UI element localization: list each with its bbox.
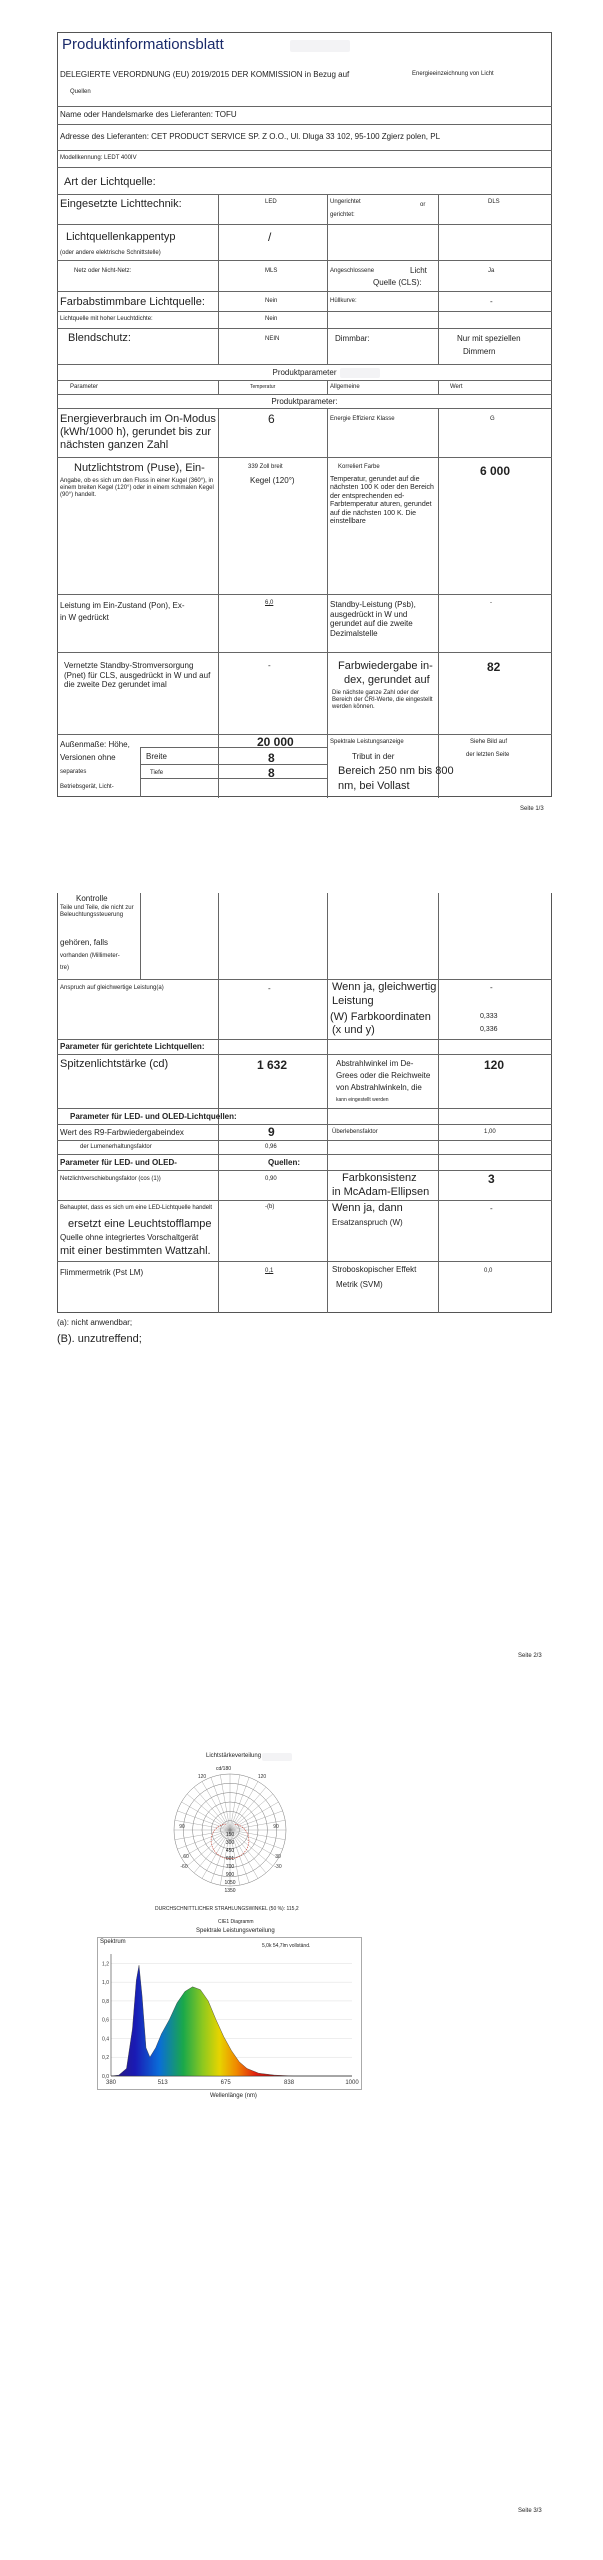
spectrum-y-tick: 0,8 — [102, 1998, 109, 2005]
note-b: (B). unzutreffend; — [57, 1333, 142, 1345]
cap-sub: (oder andere elektrische Schnittstelle) — [60, 250, 161, 256]
spectrum-caption-top: CIE1 Diagramm — [218, 1919, 254, 1925]
model-id: Modellkennung: LEDT 400IV — [60, 155, 137, 161]
regulation-sub: Quellen — [70, 89, 91, 95]
polar-angle-label: 60 — [183, 1854, 189, 1860]
replace-label-3: Quelle ohne integriertes Vorschaltgerät — [60, 1233, 199, 1242]
depth-label: Tiefe — [150, 770, 164, 776]
pf-label: Netzlichtverschiebungsfaktor (cos (1)) — [60, 1176, 161, 1182]
spectrum-y-tick: 1,0 — [102, 1980, 109, 1987]
spectral-value: Siehe Bild auf — [470, 739, 508, 745]
netz-label: Netz oder Nicht-Netz: — [74, 268, 132, 274]
page-title: Produktinformationsblatt — [62, 36, 224, 53]
power-label-2: in W gedrückt — [60, 613, 109, 622]
polar-radial-label: 700 — [225, 1864, 235, 1870]
flicker-label: Flimmermetrik (Pst LM) — [60, 1268, 144, 1277]
claim-label: Anspruch auf gleichwertige Leistung(a) — [60, 985, 164, 991]
beam-label: Abstrahlwinkel im De- — [336, 1059, 414, 1068]
svm-label-2: Metrik (SVM) — [336, 1280, 383, 1289]
peak-label: Spitzenlichtstärke (cd) — [60, 1058, 169, 1070]
beam-label-2: Grees oder die Reichweite — [336, 1071, 431, 1080]
chroma-x: 0,333 — [480, 1013, 498, 1020]
spectral-label-2: Tribut in der — [352, 752, 395, 761]
net-standby-label: Vernetzte Standby-Stromversorgung (Pnet) für CLS, ausgedrückt in W und auf die zweite Dez gerundet imal — [64, 661, 211, 690]
spectrum-y-tick: 1,2 — [102, 1961, 109, 1968]
supplier-address: Adresse des Lieferanten: CET PRODUCT SERVICE SP. Z O.O., Ul. Dluga 33 102, 95-100 Zgierz polen, PL — [60, 132, 441, 141]
section-type-header: Art der Lichtquelle: — [64, 176, 156, 188]
dimmable-label: Dimmbar: — [335, 334, 370, 343]
flux-label: Nutzlichtstrom (Puse), Ein- — [74, 462, 205, 474]
connected-label-2: Licht — [410, 266, 427, 275]
spectrum-ylabel: Spektrum — [100, 1939, 126, 1945]
replace-label: Behauptet, dass es sich um eine LED-Lichtquelle handelt — [60, 1205, 213, 1211]
spectrum-y-tick: 0,6 — [102, 2017, 109, 2024]
control-sub-2: gehören, falls — [60, 938, 109, 947]
page-number-2: Seite 2/3 — [518, 1653, 542, 1659]
blend-label: Blendschutz: — [68, 332, 131, 344]
polar-radial-label: 300 — [225, 1840, 235, 1846]
redaction — [262, 1753, 292, 1761]
polar-caption: DURCHSCHNITTLICHER STRAHLUNGSWINKEL (50 %): 115,2 — [155, 1906, 299, 1912]
beam-label-4: kann eingestellt werden — [336, 1097, 389, 1103]
replace-if-value: - — [490, 1204, 493, 1213]
energy-value: 6 — [268, 412, 275, 426]
page-number-3: Seite 3/3 — [518, 2508, 542, 2514]
glare-label: Lichtquelle mit hoher Leuchtdichte: — [60, 316, 153, 322]
spectrum-y-tick: 0,0 — [102, 2074, 109, 2080]
spectral-value-2: der letzten Seite — [466, 752, 510, 758]
regulation-text: DELEGIERTE VERORDNUNG (EU) 2019/2015 DER KOMMISSION in Bezug auf — [60, 70, 350, 79]
color-tunable-value: Nein — [265, 298, 278, 304]
replace-if-label-2: Ersatzanspruch (W) — [332, 1218, 403, 1227]
netz-value: MLS — [265, 268, 278, 274]
page-number-1: Seite 1/3 — [520, 806, 544, 812]
cri-sub: Die nächste ganze Zahl oder der Bereich der CRI-Werte, die eingestellt werden können. — [332, 690, 433, 711]
outer-dim-label: Außenmaße: Höhe, — [60, 740, 130, 749]
equiv-value: - — [490, 983, 493, 992]
control-label: Kontrolle — [76, 894, 108, 903]
flux-value-2: Kegel (120°) — [250, 476, 295, 485]
outer-dim-label-4: Betriebsgerät, Licht- — [60, 784, 114, 790]
dimmable-value: Nur mit speziellen — [457, 334, 521, 343]
spectrum-title: Spektrale Leistungsverteilung — [196, 1928, 275, 1934]
spectrum-xlabel: Wellenlänge (nm) — [210, 2093, 257, 2099]
blend-value: NEIN — [265, 336, 280, 342]
envelope-value: - — [490, 297, 493, 306]
params-header-2: Produktparameter: — [271, 397, 338, 406]
spectrum-legend: 5,0k 54,7lm vollständ. — [262, 1943, 311, 1949]
dimmable-value-2: Dimmern — [463, 347, 496, 356]
chroma-label: (W) Farbkoordinaten — [330, 1011, 431, 1023]
equiv-label: Wenn ja, gleichwertig — [332, 981, 437, 993]
connected-label-3: Quelle (CLS): — [373, 278, 422, 287]
control-sub: Teile und Teile, die nicht zur Beleuchtungssteuerung — [60, 905, 134, 919]
spectrum-x-tick: 513 — [157, 2080, 168, 2086]
standby-label: Standby-Leistung (Psb), ausgedrückt in W und gerundet auf die zweite Dezimalstelle — [330, 600, 416, 638]
svm-label: Stroboskopischer Effekt — [332, 1265, 417, 1274]
replace-if-label: Wenn ja, dann — [332, 1202, 403, 1214]
survival-value: 1,00 — [484, 1129, 496, 1135]
polar-angle-label: -60 — [180, 1864, 188, 1870]
cri-label-2: dex, gerundet auf — [344, 674, 430, 686]
claim-value: - — [268, 984, 271, 993]
note-a: (a): nicht anwendbar; — [57, 1318, 133, 1327]
survival-label: Überlebensfaktor — [332, 1129, 378, 1135]
r9-value: 9 — [268, 1125, 275, 1139]
spectrum-x-tick: 380 — [105, 2080, 117, 2086]
connected-value: Ja — [488, 268, 495, 274]
spectrum-y-tick: 0,2 — [102, 2055, 109, 2062]
spectral-label: Spektrale Leistungsanzeige — [330, 739, 404, 745]
power-value: 6,0 — [265, 600, 274, 606]
polar-angle-label: 90 — [179, 1824, 185, 1830]
col-sym: Temperatur — [250, 384, 276, 390]
spectrum-y-tick: 0,4 — [102, 2036, 109, 2043]
directional-header: Parameter für gerichtete Lichtquellen: — [60, 1042, 205, 1051]
polar-radial-label: 1050 — [224, 1880, 236, 1886]
envelope-label: Hüllkurve: — [330, 298, 357, 304]
regulation-tail: Energieeinzeichnung von Licht — [412, 71, 494, 77]
beam-label-3: von Abstrahlwinkeln, die — [336, 1083, 422, 1092]
cri-value: 82 — [487, 660, 501, 674]
led-header: Parameter für LED- und OLED-Lichtquellen: — [70, 1112, 237, 1121]
standby-value: - — [490, 600, 492, 606]
spectrum-x-tick: 838 — [284, 2080, 295, 2086]
color-tunable-label: Farbabstimmbare Lichtquelle: — [60, 296, 205, 308]
cct-value: 6 000 — [480, 464, 511, 478]
spectrum-x-tick: 1000 — [345, 2080, 359, 2086]
gerichtet-label: gerichtet: — [330, 212, 355, 218]
polar-radial-label: 1350 — [224, 1888, 236, 1894]
polar-radial-label: 601 — [225, 1856, 235, 1862]
consist-label-2: in McAdam-Ellipsen — [332, 1186, 430, 1198]
width-value: 8 — [268, 751, 275, 765]
lumen-label: der Lumenerhaltungsfaktor — [80, 1144, 152, 1150]
polar-radial-label: 900 — [225, 1872, 235, 1878]
polar-chart — [140, 1768, 320, 1908]
flicker-value: 0,1 — [265, 1268, 274, 1274]
spectrum-x-tick: 675 — [220, 2080, 231, 2086]
ungerichtet-or: or — [420, 202, 426, 208]
polar-angle-label: 120 — [197, 1774, 207, 1780]
control-sub-4: tre) — [60, 965, 69, 971]
energy-class-value: G — [490, 416, 495, 422]
polar-angle-label: -30 — [274, 1864, 282, 1870]
redaction — [290, 40, 350, 52]
outer-dim-label-3: separates — [60, 769, 87, 775]
cct-sub: Temperatur, gerundet auf die nächsten 100 K oder den Bereich der entsprechenden ed-Farbtemperatur aturen, gerundet auf die nächsten 100 K. Die einstellbare — [330, 476, 434, 525]
spectrum-chart — [97, 1948, 362, 2090]
cct-label: Korreliert Farbe — [338, 464, 380, 470]
depth-value: 8 — [268, 766, 275, 780]
spectral-label-3: Bereich 250 nm bis 800 — [338, 765, 454, 777]
led-header-2b: Quellen: — [268, 1158, 301, 1167]
cap-value: / — [268, 230, 272, 244]
width-label: Breite — [146, 752, 167, 761]
polar-radial-label: 450 — [225, 1848, 235, 1854]
replace-value: -(b) — [265, 1204, 275, 1210]
led-header-2: Parameter für LED- und OLED- — [60, 1158, 177, 1167]
redaction — [340, 368, 380, 378]
net-standby-value: - — [268, 661, 271, 670]
svm-value: 0,0 — [484, 1268, 493, 1274]
ungerichtet-value: DLS — [488, 199, 500, 205]
tech-label: Eingesetzte Lichttechnik: — [60, 198, 182, 210]
chroma-y: 0,336 — [480, 1026, 498, 1033]
col-param: Parameter — [70, 384, 99, 390]
energy-class-label: Energie Effizienz Klasse — [330, 416, 395, 422]
cri-label: Farbwiedergabe in- — [338, 660, 433, 672]
peak-value: 1 632 — [257, 1058, 288, 1072]
control-sub-3: vorhanden (Millimeter- — [60, 953, 120, 959]
energy-label: Energieverbrauch im On-Modus (kWh/1000 h), gerundet bis zur nächsten ganzen Zahl — [60, 413, 216, 452]
polar-title: Lichtstärkeverteilung — [206, 1753, 262, 1759]
polar-radial-label: 150 — [225, 1832, 235, 1838]
r9-label: Wert des R9-Farbwiedergabeindex — [60, 1128, 184, 1137]
pf-value: 0,90 — [265, 1176, 277, 1182]
cap-label: Lichtquellenkappentyp — [66, 231, 176, 243]
col-value: Wert — [450, 384, 463, 390]
connected-label: Angeschlossene — [330, 268, 375, 274]
flux-sub: Angabe, ob es sich um den Fluss in einer Kugel (360°), in einem breiten Kegel (120°) oder in einem schmalen Kegel (90°) handelt. — [60, 478, 214, 499]
spectral-label-4: nm, bei Vollast — [338, 780, 410, 792]
beam-value: 120 — [484, 1058, 505, 1072]
replace-label-2: ersetzt eine Leuchtstofflampe — [68, 1218, 212, 1230]
replace-label-4: mit einer bestimmten Wattzahl. — [60, 1245, 211, 1257]
chroma-label-2: (x und y) — [332, 1024, 375, 1036]
flux-value: 339 Zoll breit — [248, 464, 283, 470]
glare-value: Nein — [265, 316, 278, 322]
polar-top-label: cd/180 — [216, 1766, 232, 1772]
consist-value: 3 — [488, 1172, 495, 1186]
outer-dim-label-2: Versionen ohne — [60, 753, 116, 762]
polar-angle-label: 120 — [257, 1774, 267, 1780]
height-value: 20 000 — [257, 735, 294, 749]
consist-label: Farbkonsistenz — [342, 1172, 417, 1184]
equiv-label-2: Leistung — [332, 995, 374, 1007]
tech-value: LED — [265, 199, 277, 205]
power-label: Leistung im Ein-Zustand (Pon), Ex- — [60, 601, 185, 610]
polar-angle-label: 30 — [275, 1854, 281, 1860]
polar-angle-label: 90 — [273, 1824, 279, 1830]
supplier-name: Name oder Handelsmarke des Lieferanten: TOFU — [60, 110, 237, 119]
lumen-value: 0,96 — [265, 1144, 277, 1150]
col-general: Allgemeine — [330, 384, 360, 390]
params-header: Produktparameter — [272, 368, 337, 377]
ungerichtet-label: Ungerichtet — [330, 199, 361, 205]
